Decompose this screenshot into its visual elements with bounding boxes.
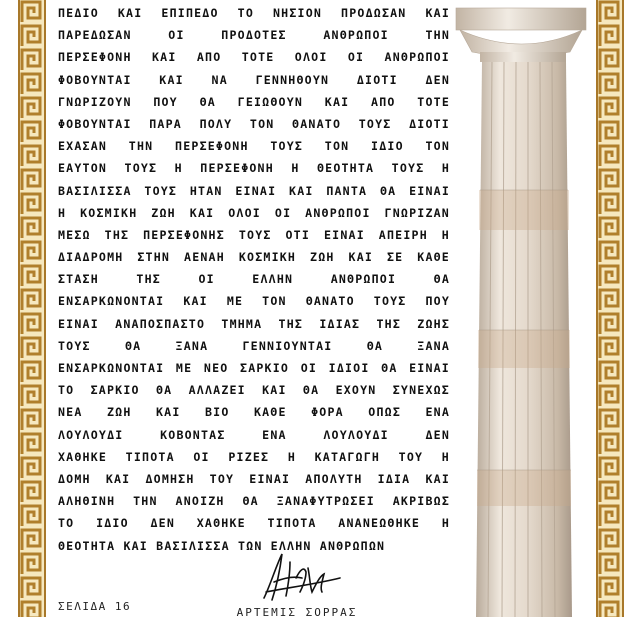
column-icon (452, 0, 602, 617)
text-line: ΕΝΣΑΡΚΩΝΟΝΤΑΙ ΜΕ ΝΕΟ ΣΑΡΚΙΟ ΟΙ ΙΔΙΟΙ ΘΑ ΕΙΝΑΙ (58, 361, 450, 375)
text-line: Η ΚΟΣΜΙΚΗ ΖΩΗ ΚΑΙ ΟΛΟΙ ΟΙ ΑΝΘΡΩΠΟΙ ΓΝΩΡΙΖΑΝ (58, 205, 450, 220)
text-line: ΠΑΡΕΔΩΣΑΝ ΟΙ ΠΡΟΔΟΤΕΣ ΑΝΘΡΩΠΟΙ ΤΗΝ (58, 28, 450, 43)
text-line: ΦΟΒΟΥΝΤΑΙ ΚΑΙ ΝΑ ΓΕΝΝΗΘΟΥΝ ΔΙΟΤΙ ΔΕΝ (58, 72, 450, 87)
text-line: ΒΑΣΙΛΙΣΣΑ ΤΟΥΣ ΗΤΑΝ ΕΙΝΑΙ ΚΑΙ ΠΑΝΤΑ ΘΑ ΕΙΝΑΙ (58, 183, 450, 198)
text-line: ΣΤΑΣΗ ΤΗΣ ΟΙ ΕΛΛΗΝ ΑΝΘΡΩΠΟΙ ΘΑ (58, 272, 450, 287)
text-line: ΕΝΣΑΡΚΩΝΟΝΤΑΙ ΚΑΙ ΜΕ ΤΟΝ ΘΑΝΑΤΟ ΤΟΥΣ ΠΟΥ (58, 294, 450, 309)
handwritten-signature-icon (256, 548, 346, 608)
text-line: ΑΛΗΘΙΝΗ ΤΗΝ ΑΝΟΙΖΗ ΘΑ ΞΑΝΑΦΥΤΡΩΣΕΙ ΑΚΡΙΒΩΣ (58, 494, 450, 509)
text-line: ΘΕΟΤΗΤΑ ΚΑΙ ΒΑΣΙΛΙΣΣΑ ΤΩΝ ΕΛΛΗΝ ΑΝΘΡΩΠΩΝ (58, 538, 386, 553)
text-line: ΛΟΥΛΟΥΔΙ ΚΟΒΟΝΤΑΣ ΕΝΑ ΛΟΥΛΟΥΔΙ ΔΕΝ (58, 427, 450, 442)
meander-pattern-icon (20, 0, 44, 617)
text-line: ΤΟ ΙΔΙΟ ΔΕΝ ΧΑΘΗΚΕ ΤΙΠΟΤΑ ΑΝΑΝΕΩΘΗΚΕ Η (58, 516, 450, 531)
text-line: ΔΟΜΗ ΚΑΙ ΔΟΜΗΣΗ ΤΟΥ ΕΙΝΑΙ ΑΠΟΛΥΤΗ ΙΔΙΑ ΚΑΙ (58, 471, 450, 486)
text-line: ΦΟΒΟΥΝΤΑΙ ΠΑΡΑ ΠΟΛΥ ΤΟΝ ΘΑΝΑΤΟ ΤΟΥΣ ΔΙΟΤΙ (58, 116, 450, 131)
text-line: ΕΙΝΑΙ ΑΝΑΠΟΣΠΑΣΤΟ ΤΜΗΜΑ ΤΗΣ ΙΔΙΑΣ ΤΗΣ ΖΩΗΣ (58, 316, 450, 331)
author-name: ΑΡΤΕΜΙΣ ΣΟΡΡΑΣ (236, 606, 358, 617)
page-number: ΣΕΛΙΔΑ 16 (58, 600, 132, 613)
text-line: ΠΕΡΣΕΦΟΝΗ ΚΑΙ ΑΠΟ ΤΟΤΕ ΟΛΟΙ ΟΙ ΑΝΘΡΩΠΟΙ (58, 50, 450, 65)
text-line: ΕΑΥΤΟΝ ΤΟΥΣ Η ΠΕΡΣΕΦΟΝΗ Η ΘΕΟΤΗΤΑ ΤΟΥΣ Η (58, 161, 450, 176)
text-line: ΠΕΔΙΟ ΚΑΙ ΕΠΙΠΕΔΟ ΤΟ ΝΗΣΙΟΝ ΠΡΟΔΩΣΑΝ ΚΑΙ (58, 6, 450, 20)
greek-key-border-left (18, 0, 46, 617)
text-line: ΔΙΑΔΡΟΜΗ ΣΤΗΝ ΑΕΝΑΗ ΚΟΣΜΙΚΗ ΖΩΗ ΚΑΙ ΣΕ ΚΑΘΕ (58, 250, 450, 265)
text-line: ΝΕΑ ΖΩΗ ΚΑΙ ΒΙΟ ΚΑΘΕ ΦΟΡΑ ΟΠΩΣ ΕΝΑ (58, 405, 450, 420)
signature-image (256, 548, 346, 608)
doric-column-image (452, 0, 602, 617)
text-line: ΓΝΩΡΙΖΟΥΝ ΠΟΥ ΘΑ ΓΕΙΩΘΟΥΝ ΚΑΙ ΑΠΟ ΤΟΤΕ (58, 94, 450, 109)
text-line: ΤΟΥΣ ΘΑ ΞΑΝΑ ΓΕΝΝΙΟΥΝΤΑΙ ΘΑ ΞΑΝΑ (58, 338, 450, 353)
text-line: ΧΑΘΗΚΕ ΤΙΠΟΤΑ ΟΙ ΡΙΖΕΣ Η ΚΑΤΑΓΩΓΗ ΤΟΥ Η (58, 449, 450, 464)
body-text (58, 2, 450, 557)
text-line: ΤΟ ΣΑΡΚΙΟ ΘΑ ΑΛΛΑΖΕΙ ΚΑΙ ΘΑ ΕΧΟΥΝ ΣΥΝΕΧΩΣ (58, 383, 450, 398)
text-line: ΜΕΣΩ ΤΗΣ ΠΕΡΣΕΦΟΝΗΣ ΤΟΥΣ ΟΤΙ ΕΙΝΑΙ ΑΠΕΙΡΗ Η (58, 227, 450, 242)
text-line: ΕΧΑΣΑΝ ΤΗΝ ΠΕΡΣΕΦΟΝΗ ΤΟΥΣ ΤΟΝ ΙΔΙΟ ΤΟΝ (58, 139, 450, 154)
